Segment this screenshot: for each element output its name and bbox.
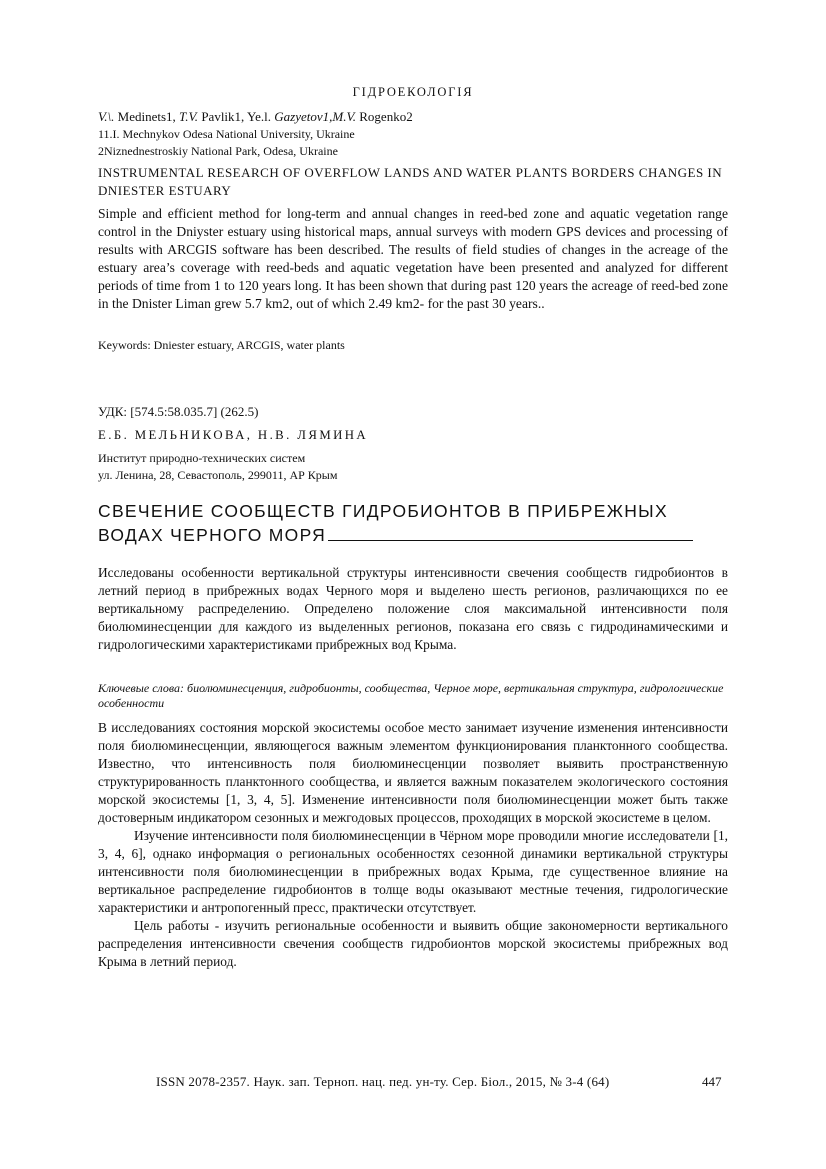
page-number: 447 bbox=[702, 1074, 722, 1089]
journal-citation-footer: ISSN 2078-2357. Наук. зап. Терноп. нац. пед. ун-ту. Сер. Біол., 2015, № 3-4 (64) bbox=[156, 1074, 610, 1089]
author-initials: V.\. bbox=[98, 109, 115, 124]
russian-keywords: Ключевые слова: биолюминесценция, гидробионты, сообщества, Черное море, вертикальная структура, гидрологические особенности bbox=[98, 681, 724, 710]
author-initials: T.V. bbox=[179, 109, 199, 124]
english-abstract bbox=[98, 205, 728, 313]
russian-abstract bbox=[98, 564, 728, 654]
body-paragraph: Цель работы - изучить региональные особенности и выявить общие закономерности вертикального распределения интенсивности свечения сообществ гидробионтов морской экосистемы прибрежных вод Крыма в летний период. bbox=[98, 918, 728, 969]
article-body bbox=[98, 719, 728, 971]
title-line-1: СВЕЧЕНИЕ СООБЩЕСТВ ГИДРОБИОНТОВ В ПРИБРЕЖНЫХ bbox=[98, 501, 668, 521]
author-name: Gazyetov1,M.V. bbox=[274, 109, 356, 124]
body-paragraph: Изучение интенсивности поля биолюминесценции в Чёрном море проводили многие исследователи [1, 3, 4, 6], однако информация о региональных особенностях сезонной динамики вертикальной структуры интенсивности поля биолюминесценции в прибрежных водах Крыма, где существенное влияние на вертикальное распределение гидробионтов в толще воды оказывают местные течения, гидрологические характеристики и антропогенный пресс, практически отсутствует. bbox=[98, 828, 728, 915]
title-line-2 bbox=[98, 523, 758, 547]
english-article-title: INSTRUMENTAL RESEARCH OF OVERFLOW LANDS AND WATER PLANTS BORDERS CHANGES IN DNIESTER ESTUARY bbox=[98, 165, 723, 198]
institution-name: Институт природно-технических систем bbox=[98, 451, 306, 465]
english-affiliation: 11.I. Mechnykov Odesa National University, Ukraine bbox=[98, 127, 355, 141]
author-name: Rogenko2 bbox=[356, 109, 413, 124]
udk-code: УДК: [574.5:58.035.7] (262.5) bbox=[98, 404, 259, 419]
section-header: ГІДРОЕКОЛОГІЯ bbox=[352, 85, 474, 99]
english-affiliation: 2Niznednestroskiy National Park, Odesa, Ukraine bbox=[98, 144, 338, 158]
russian-authors: Е.Б. МЕЛЬНИКОВА, Н.В. ЛЯМИНА bbox=[98, 428, 369, 442]
russian-article-title bbox=[98, 499, 758, 547]
author-name: Pavlik1, Ye.l. bbox=[198, 109, 275, 124]
body-paragraph: В исследованиях состояния морской экосистемы особое место занимает изучение изменения интенсивности поля биолюминесценции, являющегося важным элементом функционирования планктонного сообщества. Известно, что интенсивность поля биолюминесценции позволяет выявить пространственную структурированность планктонного сообщества, и является важным показателем экологического состояния морской экосистемы [1, 3, 4, 5]. Изменение интенсивности поля биолюминесценции может быть также достоверным индикатором сезонных и межгодовых процессов, проходящих в морской экосистеме в целом. bbox=[98, 720, 728, 825]
title-line-2-text: ВОДАХ ЧЕРНОГО МОРЯ bbox=[98, 525, 327, 545]
english-abstract-text: Simple and efficient method for long-term and annual changes in reed-bed zone and aquatic vegetation range control in the Dniyster estuary using historical maps, annual surveys with modern GPS devices and processing of results with ARCGIS software has been described. The results of field studies of changes in the acreage of the estuary area’s coverage with reed-beds and aquatic vegetation have been presented and analyzed for different periods of time from 1 to 120 years long. It has been shown that during past 120 years the acreage of reed-bed zone in the Dnister Liman grew 5.7 km2, out of which 2.49 km2- for the past 30 years.. bbox=[98, 206, 728, 311]
institution-address: ул. Ленина, 28, Севастополь, 299011, АР Крым bbox=[98, 468, 338, 482]
title-underline-rule bbox=[328, 524, 693, 541]
russian-abstract-text: Исследованы особенности вертикальной структуры интенсивности свечения сообществ гидробионтов в летний период в прибрежных водах Черного моря и выделено шесть регионов, различающихся по ее вертикальному распределению. Определено положение слоя максимальной интенсивности поля биолюминесценции для каждого из выделенных регионов, показана его связь с гидродинамическими и гидрологическими характеристиками прибрежных вод Крыма. bbox=[98, 565, 728, 652]
author-name: Medinets1, bbox=[114, 109, 180, 124]
english-keywords: Keywords: Dniester estuary, ARCGIS, water plants bbox=[98, 338, 345, 352]
english-authors bbox=[98, 109, 413, 125]
